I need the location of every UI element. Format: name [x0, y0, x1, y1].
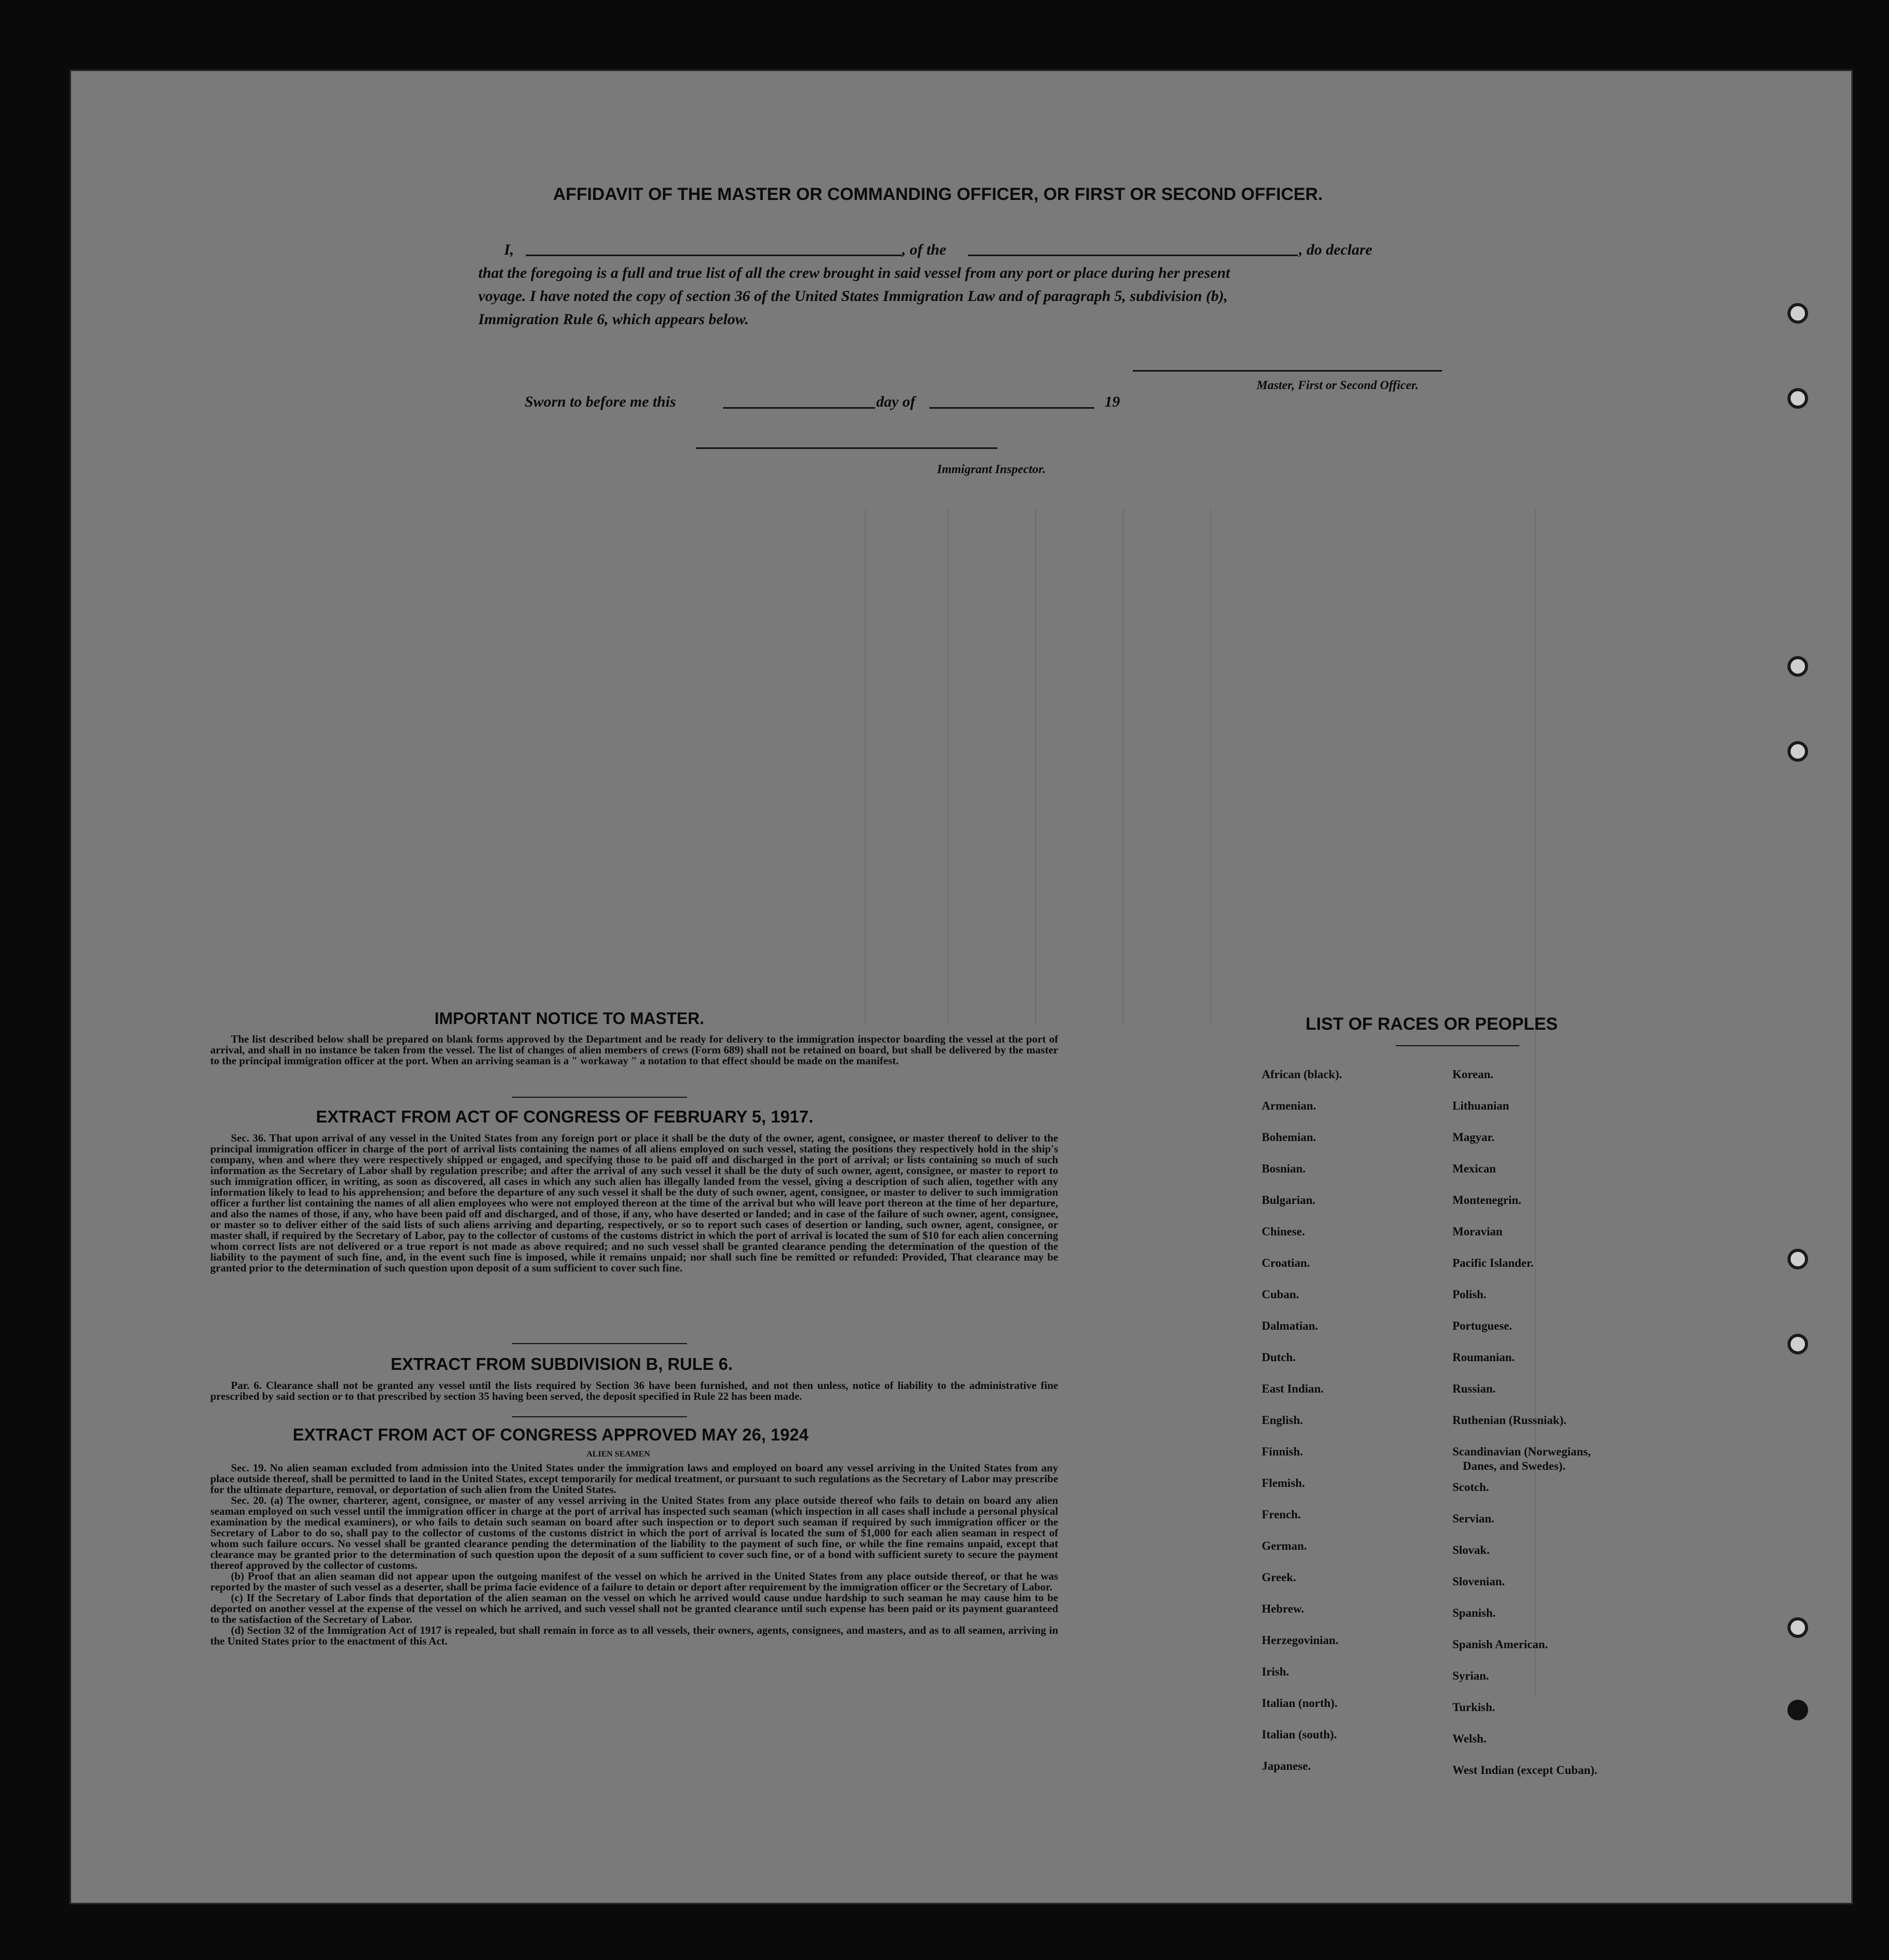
race-right-item: Turkish.: [1452, 1701, 1495, 1714]
race-right-item: Pacific Islander.: [1452, 1257, 1534, 1269]
name-blank: [526, 255, 902, 256]
master-caption: Master, First or Second Officer.: [1257, 379, 1419, 392]
punch-hole: [1787, 656, 1808, 677]
race-right-item: Russian.: [1452, 1382, 1496, 1395]
inspector-signature-line: [696, 447, 997, 449]
punch-hole: [1787, 741, 1808, 762]
race-right-item: Spanish American.: [1452, 1638, 1548, 1651]
race-right-item: Montenegrin.: [1452, 1194, 1522, 1207]
sworn-text: Sworn to before me this: [525, 393, 676, 410]
sec-20b-paragraph: (b) Proof that an alien seaman did not appear upon the outgoing manifest of the vessel on which he arrived in the United States from any place outside thereof, or that he was reported by the master of such vessel as a deserter, shall be prima facie evidence of a failure to detain or deport after requirement by the immigration officer or the Secretary of Labor.: [210, 1570, 1058, 1593]
day-of-text: day of: [876, 393, 915, 410]
race-right-item: West Indian (except Cuban).: [1452, 1764, 1598, 1777]
sec-20c-paragraph: (c) If the Secretary of Labor finds that deportation of the alien seaman on the vessel on which he arrived would cause undue hardship to such seaman he may cause him to be deported on another vessel at the expense of the vessel on which he arrived, and such vessel shall not be granted clearance until such expense has been paid or its payment guaranteed to the satisfaction of the Secretary of Labor.: [210, 1592, 1058, 1626]
race-left-item: Croatian.: [1262, 1257, 1310, 1269]
race-left-item: Italian (south).: [1262, 1728, 1337, 1741]
race-right-item: Scandinavian (Norwegians,: [1452, 1445, 1591, 1458]
ghost-rule: [1210, 509, 1211, 1025]
sworn-month-blank: [929, 407, 1094, 409]
master-signature-line: [1133, 370, 1442, 372]
race-left-item: Japanese.: [1262, 1760, 1311, 1772]
race-right-item: Slovenian.: [1452, 1575, 1505, 1588]
race-right-item: Mexican: [1452, 1162, 1496, 1175]
divider: [512, 1343, 687, 1344]
race-left-item: Armenian.: [1262, 1099, 1316, 1112]
divider: [512, 1416, 687, 1417]
sec-19-paragraph: Sec. 19. No alien seaman excluded from admission into the United States under the immigration laws and employed on board any vessel arriving in the United States from any place outside thereof, shall be permitted to land in the United States, except temporarily for medical treatment, or pursuant to such regulations as the Secretary of Labor may prescribe for the ultimate departure, removal, or deportation of such alien from the United States.: [210, 1462, 1058, 1496]
affidavit-line-4: Immigration Rule 6, which appears below.: [478, 311, 749, 328]
race-right-item: Ruthenian (Russniak).: [1452, 1414, 1567, 1427]
race-left-item: Dutch.: [1262, 1351, 1296, 1364]
notice-paragraph: The list described below shall be prepared on blank forms approved by the Department and be ready for delivery to the immigration inspector boarding the vessel at the port of arrival, and shall in no instance be taken from the vessel. The list of changes of alien members of crews (Form 689) shall not be retained on board, but shall be delivered by the master to the principal immigration officer at the port. When an arriving seaman is a " workaway " a notation to that effect should be made on the manifest.: [210, 1033, 1058, 1067]
notice-text: [210, 1034, 1058, 1066]
race-left-item: English.: [1262, 1414, 1303, 1427]
extract-1917-text: [210, 1133, 1058, 1274]
divider: [512, 1097, 687, 1098]
punch-hole: [1787, 1334, 1808, 1354]
document-sheet: [70, 70, 1853, 1904]
affidavit-line-3: voyage. I have noted the copy of section 36 of the United States Immigration Law and of paragraph 5, subdivision (b),: [478, 288, 1228, 305]
race-left-item: French.: [1262, 1508, 1301, 1521]
punch-hole: [1787, 1249, 1808, 1269]
par-6-paragraph: Par. 6. Clearance shall not be granted any vessel until the lists required by Section 36 have been furnished, and not then unless, notice of liability to the administrative fine prescribed by said section or to that prescribed by section 35 having been served, the deposit specified in Rule 22 has been made.: [210, 1379, 1058, 1402]
extract-1917-title: EXTRACT FROM ACT OF CONGRESS OF FEBRUARY 5, 1917.: [316, 1107, 814, 1126]
race-right-item: Welsh.: [1452, 1732, 1486, 1745]
race-left-item: Irish.: [1262, 1665, 1290, 1678]
race-right-item: Portuguese.: [1452, 1319, 1512, 1332]
race-left-item: Bohemian.: [1262, 1131, 1316, 1144]
extract-1924-title: EXTRACT FROM ACT OF CONGRESS APPROVED MAY 26, 1924: [293, 1425, 809, 1444]
race-left-item: Italian (north).: [1262, 1697, 1338, 1710]
race-left-item: Dalmatian.: [1262, 1319, 1318, 1332]
alien-seamen-subtitle: ALIEN SEAMEN: [587, 1450, 650, 1459]
race-left-item: Greek.: [1262, 1571, 1296, 1584]
race-left-item: East Indian.: [1262, 1382, 1324, 1395]
race-left-item: German.: [1262, 1539, 1307, 1552]
race-left-item: Bosnian.: [1262, 1162, 1306, 1175]
affidavit-declare: , do declare: [1299, 241, 1373, 258]
sec-36-paragraph: Sec. 36. That upon arrival of any vessel in the United States from any foreign port or place it shall be the duty of the owner, agent, consignee, or master thereof to deliver to the principal immigration officer in charge of the port of arrival lists containing the names of all aliens employed on such vessel, stating the positions they respectively hold in the ship's company, when and where they were respectively shipped or engaged, and specifying those to be paid off and discharged in the port of arrival; or lists containing so much of such information as the Secretary of Labor shall by regulation prescribe; and after the arrival of any such vessel it shall be the duty of such owner, agent, consignee, or master to report to such immigration officer, in writing, as soon as discovered, all cases in which any such alien has illegally landed from the vessel, giving a description of such alien, together with any information likely to lead to his apprehension; and before the departure of any such vessel it shall be the duty of such owner, agent, consignee, or master to deliver to such immigration officer a further list containing the names of all alien employees who were not employed thereon at the time of the arrival but who will leave port thereon at the time of her departure, and also the names of those, if any, who have been paid off and discharged, and of those, if any, who have deserted or landed; and in case of the failure of such owner, agent, consignee, or master so to deliver either of the said lists of such aliens arriving and departing, respectively, or so to report such cases of desertion or landing, such owner, agent, consignee, or master shall, if required by the Secretary of Labor, pay to the collector of customs of the customs district in which the port of arrival is located the sum of $10 for each alien concerning whom correct lists are not delivered or a true report is not made as above required; and no such vessel shall be granted clearance pending the determination of the question of the liability to the payment of such fine, and, in the event such fine is imposed, while it remains unpaid; nor shall such fine be remitted or refunded: Provided, That clearance may be granted prior to the determination of such question upon deposit of a sum sufficient to cover such fine.: [210, 1132, 1058, 1274]
ghost-rule: [865, 509, 866, 1025]
race-left-item: Herzegovinian.: [1262, 1634, 1339, 1647]
race-right-item: Scotch.: [1452, 1481, 1489, 1494]
extract-1924-text: [210, 1463, 1058, 1647]
affidavit-title: AFFIDAVIT OF THE MASTER OR COMMANDING OFFICER, OR FIRST OR SECOND OFFICER.: [553, 185, 1323, 204]
year-prefix: 19: [1105, 393, 1120, 410]
race-right-item: Slovak.: [1452, 1544, 1490, 1556]
ghost-rule: [1123, 509, 1124, 1025]
ghost-rule: [1035, 509, 1036, 1025]
races-title: LIST OF RACES OR PEOPLES: [1306, 1014, 1558, 1034]
race-right-item: Servian.: [1452, 1512, 1495, 1525]
race-right-item: Korean.: [1452, 1068, 1494, 1081]
inspector-caption: Immigrant Inspector.: [937, 463, 1046, 476]
race-right-item: Spanish.: [1452, 1606, 1496, 1619]
sworn-day-blank: [723, 407, 875, 409]
race-right-item: Lithuanian: [1452, 1099, 1509, 1112]
race-right-item: Magyar.: [1452, 1131, 1495, 1144]
race-left-item: Chinese.: [1262, 1225, 1305, 1238]
punch-hole: [1787, 1700, 1808, 1720]
race-left-item: African (black).: [1262, 1068, 1342, 1081]
races-divider: [1396, 1045, 1519, 1046]
race-left-item: Hebrew.: [1262, 1602, 1304, 1615]
race-right-item: Polish.: [1452, 1288, 1486, 1301]
extract-rule6-text: [210, 1380, 1058, 1402]
race-right-cont: Danes, and Swedes).: [1463, 1460, 1566, 1472]
punch-hole: [1787, 388, 1808, 409]
sec-20d-paragraph: (d) Section 32 of the Immigration Act of 1917 is repealed, but shall remain in force as to all vessels, their owners, agents, consignees, and masters, and as to all seamen, arriving in the United States prior to the enactment of this Act.: [210, 1624, 1058, 1647]
ghost-rule: [1535, 509, 1536, 1695]
race-left-item: Bulgarian.: [1262, 1194, 1316, 1207]
ghost-rule: [947, 509, 948, 1025]
affidavit-of: , of the: [902, 241, 946, 258]
punch-hole: [1787, 1617, 1808, 1638]
race-right-item: Roumanian.: [1452, 1351, 1515, 1364]
race-left-item: Flemish.: [1262, 1477, 1305, 1489]
notice-title: IMPORTANT NOTICE TO MASTER.: [434, 1009, 705, 1028]
race-right-item: Syrian.: [1452, 1669, 1489, 1682]
punch-hole: [1787, 303, 1808, 324]
race-left-item: Cuban.: [1262, 1288, 1299, 1301]
vessel-blank: [968, 255, 1298, 256]
affidavit-line-2: that the foregoing is a full and true list of all the crew brought in said vessel from any port or place during her present: [478, 264, 1230, 281]
race-right-item: Moravian: [1452, 1225, 1503, 1238]
extract-rule6-title: EXTRACT FROM SUBDIVISION B, RULE 6.: [391, 1354, 733, 1373]
affidavit-i: I,: [504, 241, 514, 258]
race-left-item: Finnish.: [1262, 1445, 1303, 1458]
sec-20a-paragraph: Sec. 20. (a) The owner, charterer, agent, consignee, or master of any vessel arriving in the United States from any place outside thereof who fails to detain on board any alien seaman employed on such vessel until the immigration officer in charge at the port of arrival has inspected such seaman (which inspection in all cases shall include a personal physical examination by the medical examiners), or who fails to detain such seaman on board after such inspection or to deport such seaman if required by such immigration officer or the Secretary of Labor to do so, shall pay to the collector of customs of the customs district in which the port of arrival is located the sum of $1,000 for each alien seaman in respect of whom such failure occurs. No vessel shall be granted clearance pending the determination of the liability to the payment of such fine, or while the fine remains unpaid, except that clearance may be granted prior to the determination of such question upon the deposit of a sum sufficient to cover such fine, or of a bond with sufficient surety to secure the payment thereof approved by the collector of customs.: [210, 1494, 1058, 1571]
